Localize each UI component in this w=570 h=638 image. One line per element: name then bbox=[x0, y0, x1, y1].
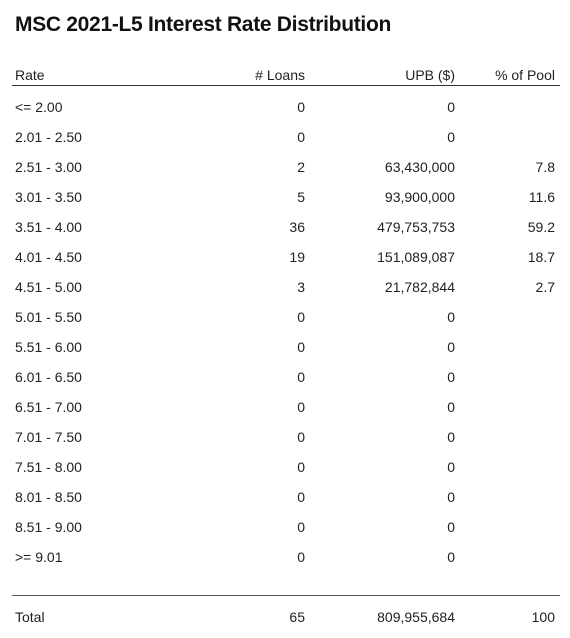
cell-rate: 8.51 - 9.00 bbox=[15, 519, 82, 535]
table-row bbox=[12, 308, 560, 338]
table-row bbox=[12, 218, 560, 248]
cell-rate: 5.51 - 6.00 bbox=[15, 339, 82, 355]
total-label: Total bbox=[15, 609, 45, 625]
cell-upb: 0 bbox=[447, 519, 455, 535]
cell-upb: 0 bbox=[447, 309, 455, 325]
cell-loans: 0 bbox=[297, 99, 305, 115]
cell-upb: 0 bbox=[447, 459, 455, 475]
cell-loans: 0 bbox=[297, 309, 305, 325]
cell-rate: 4.51 - 5.00 bbox=[15, 279, 82, 295]
cell-upb: 93,900,000 bbox=[384, 189, 455, 205]
table-row bbox=[12, 338, 560, 368]
col-header-loans: # Loans bbox=[255, 67, 305, 83]
cell-rate: 3.51 - 4.00 bbox=[15, 219, 82, 235]
cell-pct: 7.8 bbox=[535, 159, 555, 175]
cell-upb: 0 bbox=[447, 99, 455, 115]
cell-rate: 3.01 - 3.50 bbox=[15, 189, 82, 205]
cell-loans: 36 bbox=[289, 219, 305, 235]
table-row bbox=[12, 548, 560, 578]
cell-loans: 0 bbox=[297, 549, 305, 565]
cell-upb: 151,089,087 bbox=[377, 249, 455, 265]
table-row bbox=[12, 458, 560, 488]
cell-rate: 6.51 - 7.00 bbox=[15, 399, 82, 415]
cell-loans: 0 bbox=[297, 459, 305, 475]
total-row bbox=[12, 608, 560, 638]
cell-rate: 5.01 - 5.50 bbox=[15, 309, 82, 325]
total-loans: 65 bbox=[289, 609, 305, 625]
cell-loans: 5 bbox=[297, 189, 305, 205]
cell-loans: 0 bbox=[297, 399, 305, 415]
table-row bbox=[12, 278, 560, 308]
cell-upb: 0 bbox=[447, 489, 455, 505]
table-row bbox=[12, 248, 560, 278]
table-row bbox=[12, 128, 560, 158]
cell-loans: 0 bbox=[297, 369, 305, 385]
table-row bbox=[12, 368, 560, 398]
cell-pct: 2.7 bbox=[535, 279, 555, 295]
table-row bbox=[12, 98, 560, 128]
total-divider bbox=[12, 595, 560, 596]
cell-rate: 7.51 - 8.00 bbox=[15, 459, 82, 475]
cell-rate: >= 9.01 bbox=[15, 549, 63, 565]
table-row bbox=[12, 188, 560, 218]
cell-loans: 0 bbox=[297, 129, 305, 145]
cell-pct: 59.2 bbox=[527, 219, 555, 235]
cell-rate: 7.01 - 7.50 bbox=[15, 429, 82, 445]
cell-upb: 0 bbox=[447, 429, 455, 445]
cell-loans: 2 bbox=[297, 159, 305, 175]
table-row bbox=[12, 398, 560, 428]
cell-rate: <= 2.00 bbox=[15, 99, 63, 115]
cell-rate: 4.01 - 4.50 bbox=[15, 249, 82, 265]
cell-loans: 0 bbox=[297, 489, 305, 505]
cell-upb: 0 bbox=[447, 369, 455, 385]
table-row bbox=[12, 518, 560, 548]
table-row bbox=[12, 158, 560, 188]
cell-upb: 21,782,844 bbox=[384, 279, 455, 295]
cell-loans: 0 bbox=[297, 429, 305, 445]
cell-rate: 6.01 - 6.50 bbox=[15, 369, 82, 385]
cell-loans: 3 bbox=[297, 279, 305, 295]
total-pct: 100 bbox=[531, 609, 555, 625]
cell-loans: 0 bbox=[297, 519, 305, 535]
total-upb: 809,955,684 bbox=[377, 609, 455, 625]
cell-loans: 0 bbox=[297, 339, 305, 355]
col-header-upb: UPB ($) bbox=[405, 67, 455, 83]
cell-upb: 479,753,753 bbox=[377, 219, 455, 235]
cell-upb: 0 bbox=[447, 339, 455, 355]
cell-rate: 8.01 - 8.50 bbox=[15, 489, 82, 505]
cell-upb: 0 bbox=[447, 129, 455, 145]
cell-rate: 2.51 - 3.00 bbox=[15, 159, 82, 175]
cell-upb: 63,430,000 bbox=[384, 159, 455, 175]
cell-loans: 19 bbox=[289, 249, 305, 265]
cell-upb: 0 bbox=[447, 399, 455, 415]
cell-pct: 18.7 bbox=[527, 249, 555, 265]
table-row bbox=[12, 428, 560, 458]
table-row bbox=[12, 488, 560, 518]
cell-pct: 11.6 bbox=[528, 189, 555, 205]
col-header-rate: Rate bbox=[15, 67, 45, 83]
cell-rate: 2.01 - 2.50 bbox=[15, 129, 82, 145]
page-title: MSC 2021-L5 Interest Rate Distribution bbox=[15, 13, 392, 36]
cell-upb: 0 bbox=[447, 549, 455, 565]
col-header-pct: % of Pool bbox=[495, 67, 555, 83]
table-header bbox=[12, 66, 560, 86]
